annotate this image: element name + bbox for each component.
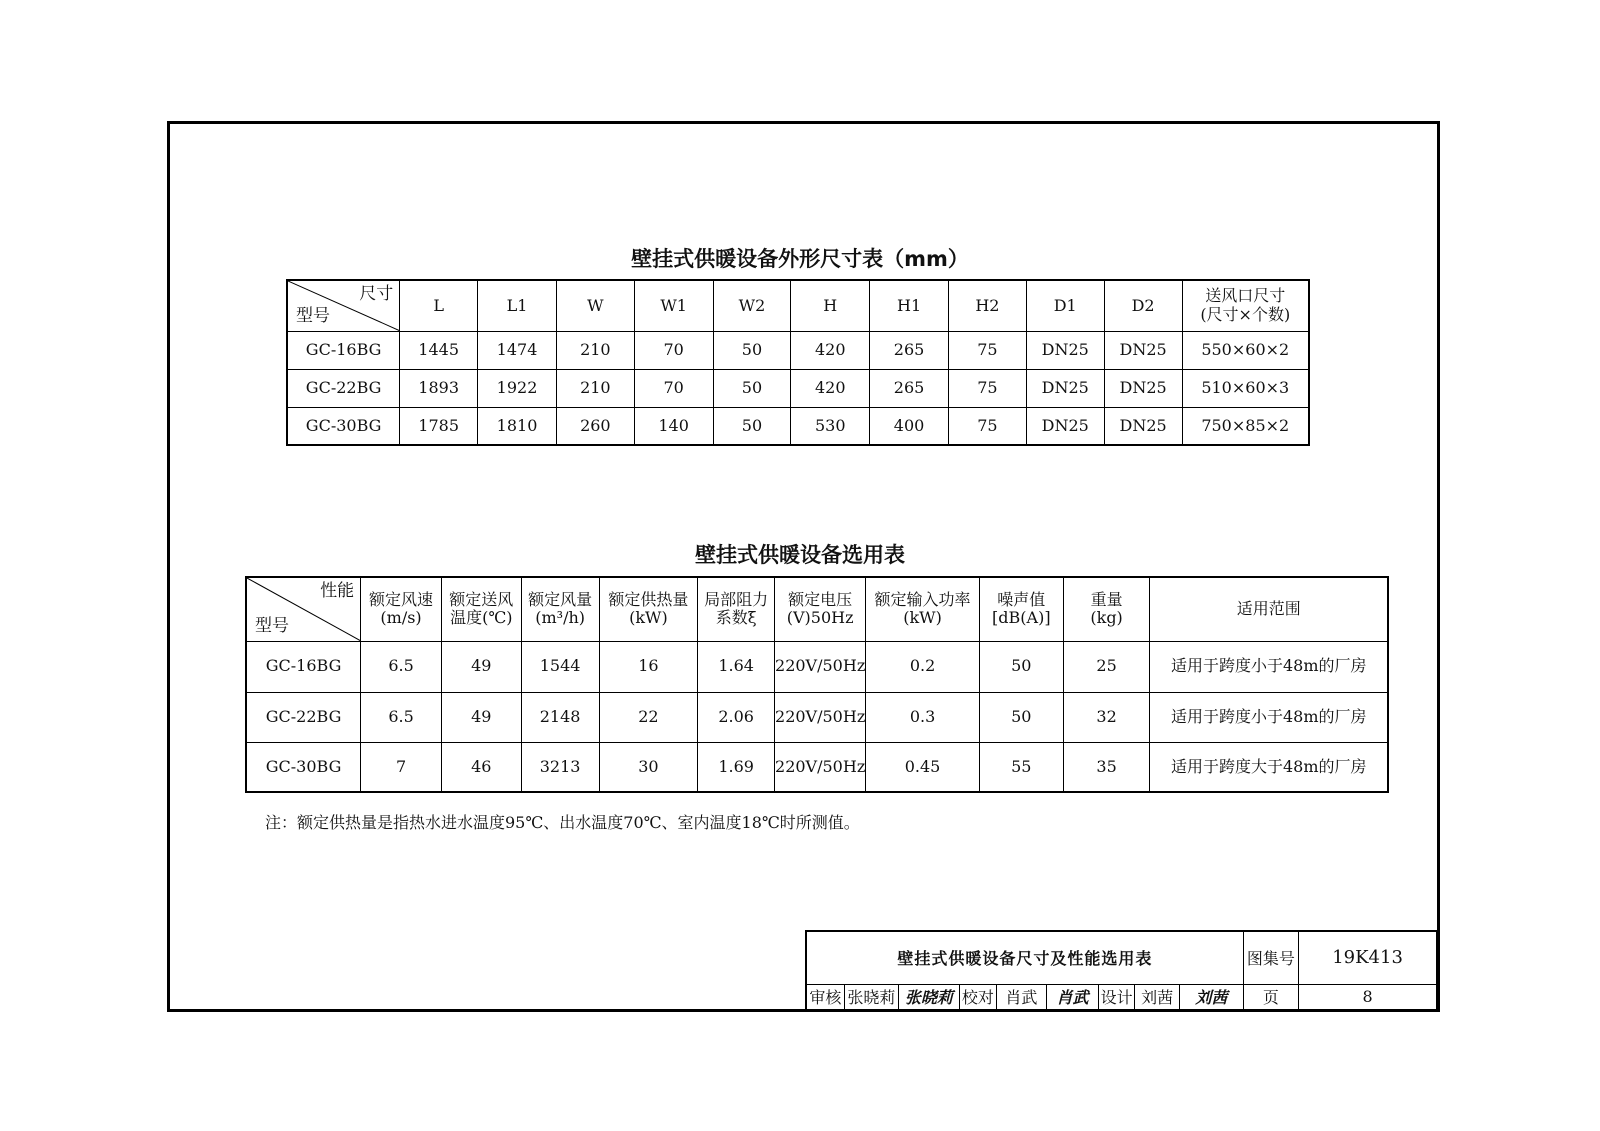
cell: 50 [979, 641, 1063, 692]
table-row [287, 331, 1309, 369]
cell: 1.64 [698, 641, 775, 692]
review-label: 审核 [806, 984, 844, 1010]
header-cell [775, 577, 866, 641]
reviewer-name: 张晓莉 [844, 984, 898, 1010]
header-cell: D1 [1026, 280, 1104, 331]
table-row [246, 692, 1388, 742]
cell: DN25 [1026, 407, 1104, 445]
page-label: 页 [1243, 984, 1298, 1010]
cell: 550×60×2 [1182, 331, 1309, 369]
header-line: 适用范围 [1236, 599, 1301, 619]
selection-table-title: 壁挂式供暖设备选用表 [695, 543, 905, 567]
header-line: (m³/h) [535, 608, 585, 628]
header-cell [866, 577, 980, 641]
cell: 420 [791, 369, 870, 407]
dimension-table [286, 279, 1310, 446]
reviewer-signature: 张晓莉 [899, 984, 960, 1010]
cell: 220V/50Hz [775, 641, 866, 692]
cell: 3213 [521, 742, 599, 792]
cell: 260 [556, 407, 634, 445]
selection-table [245, 576, 1389, 793]
header-line: 噪声值 [997, 589, 1046, 609]
cell: 50 [713, 407, 791, 445]
header-line: (V)50Hz [786, 608, 854, 628]
cell: 1893 [400, 369, 478, 407]
cell: 2148 [521, 692, 599, 742]
header-cell: W1 [634, 280, 713, 331]
header-cell: H [791, 280, 870, 331]
header-line: [dB(A)] [992, 608, 1051, 628]
cell: 49 [441, 692, 521, 742]
footnote: 注：额定供热量是指热水进水温度95℃、出水温度70℃、室内温度18℃时所测值。 [265, 813, 860, 832]
cell: 510×60×3 [1182, 369, 1309, 407]
header-cell: W2 [713, 280, 791, 331]
cell: 140 [634, 407, 713, 445]
header-cell [979, 577, 1063, 641]
cell: 75 [948, 369, 1026, 407]
cell: 6.5 [361, 692, 442, 742]
corner-top-label: 尺寸 [359, 284, 394, 304]
dimension-header-row [287, 280, 1309, 331]
table-row [287, 407, 1309, 445]
cell: 50 [979, 692, 1063, 742]
model-cell: GC-30BG [287, 407, 400, 445]
checker-name: 肖武 [996, 984, 1046, 1010]
cell: 适用于跨度大于48m的厂房 [1150, 742, 1388, 792]
selection-header-row [246, 577, 1388, 641]
title-block-row-top [806, 931, 1437, 984]
cell: 70 [634, 331, 713, 369]
title-block [805, 930, 1438, 1011]
model-cell: GC-16BG [287, 331, 400, 369]
selection-corner-cell [246, 577, 361, 641]
model-cell: GC-22BG [287, 369, 400, 407]
cell: 1.69 [698, 742, 775, 792]
model-cell: GC-30BG [246, 742, 361, 792]
header-cell [1150, 577, 1388, 641]
cell: 25 [1063, 641, 1150, 692]
cell: 32 [1063, 692, 1150, 742]
design-label: 设计 [1099, 984, 1135, 1010]
corner-top-label: 性能 [320, 581, 355, 601]
cell: DN25 [1104, 407, 1182, 445]
cell: DN25 [1104, 369, 1182, 407]
header-line: 额定送风 [449, 589, 514, 609]
header-line: (尺寸×个数) [1200, 304, 1291, 324]
header-cell [361, 577, 442, 641]
cell: DN25 [1026, 369, 1104, 407]
checker-signature: 肖武 [1046, 984, 1098, 1010]
header-line: 局部阻力 [704, 589, 769, 609]
cell: 750×85×2 [1182, 407, 1309, 445]
cell: 50 [713, 331, 791, 369]
header-cell: D2 [1104, 280, 1182, 331]
check-label: 校对 [959, 984, 996, 1010]
cell: 265 [870, 331, 949, 369]
dimension-corner-cell [287, 280, 400, 331]
cell: 1922 [478, 369, 557, 407]
cell: 1474 [478, 331, 557, 369]
drawing-title: 壁挂式供暖设备尺寸及性能选用表 [806, 931, 1243, 984]
header-line: 系数ξ [715, 608, 757, 628]
header-line: (kW) [903, 608, 942, 628]
cell: 0.45 [866, 742, 980, 792]
table-row [246, 742, 1388, 792]
cell: 49 [441, 641, 521, 692]
cell: 1544 [521, 641, 599, 692]
header-cell-outlet [1182, 280, 1309, 331]
header-cell [521, 577, 599, 641]
cell: 55 [979, 742, 1063, 792]
cell: 适用于跨度小于48m的厂房 [1150, 641, 1388, 692]
header-line: 额定电压 [788, 589, 853, 609]
header-line: 温度(℃) [450, 608, 513, 628]
corner-bottom-label: 型号 [296, 305, 330, 326]
header-line: (m/s) [380, 608, 422, 628]
cell: 75 [948, 331, 1026, 369]
cell: 70 [634, 369, 713, 407]
header-line: 额定风量 [528, 589, 593, 609]
cell: 265 [870, 369, 949, 407]
header-line: 额定风速 [369, 589, 434, 609]
title-block-row-bottom [806, 984, 1437, 1010]
atlas-label: 图集号 [1243, 931, 1298, 984]
cell: 6.5 [361, 641, 442, 692]
header-cell [1063, 577, 1150, 641]
header-cell: L [400, 280, 478, 331]
model-cell: GC-16BG [246, 641, 361, 692]
page-number: 8 [1299, 984, 1437, 1010]
cell: DN25 [1026, 331, 1104, 369]
cell: 1810 [478, 407, 557, 445]
cell: 46 [441, 742, 521, 792]
header-cell [599, 577, 698, 641]
corner-bottom-label: 型号 [255, 615, 289, 636]
cell: 530 [791, 407, 870, 445]
cell: 适用于跨度小于48m的厂房 [1150, 692, 1388, 742]
cell: 30 [599, 742, 698, 792]
cell: 220V/50Hz [775, 692, 866, 742]
header-line: 额定供热量 [608, 589, 689, 609]
cell: 75 [948, 407, 1026, 445]
header-cell [441, 577, 521, 641]
cell: 50 [713, 369, 791, 407]
designer-name: 刘茜 [1135, 984, 1180, 1010]
atlas-number: 19K413 [1299, 931, 1437, 984]
cell: 22 [599, 692, 698, 742]
cell: 1445 [400, 331, 478, 369]
table-row [246, 641, 1388, 692]
dimension-table-title: 壁挂式供暖设备外形尺寸表（mm） [631, 247, 969, 271]
cell: 220V/50Hz [775, 742, 866, 792]
header-cell: L1 [478, 280, 557, 331]
cell: 16 [599, 641, 698, 692]
header-line: 重量 [1090, 589, 1123, 609]
cell: 1785 [400, 407, 478, 445]
header-cell [698, 577, 775, 641]
header-cell: W [556, 280, 634, 331]
header-line: (kW) [629, 608, 668, 628]
header-line: 送风口尺寸 [1205, 286, 1286, 306]
cell: 210 [556, 369, 634, 407]
cell: 7 [361, 742, 442, 792]
header-cell: H1 [870, 280, 949, 331]
cell: 400 [870, 407, 949, 445]
cell: 2.06 [698, 692, 775, 742]
table-row [287, 369, 1309, 407]
cell: 0.2 [866, 641, 980, 692]
model-cell: GC-22BG [246, 692, 361, 742]
cell: DN25 [1104, 331, 1182, 369]
cell: 210 [556, 331, 634, 369]
cell: 35 [1063, 742, 1150, 792]
header-line: 额定输入功率 [874, 589, 971, 609]
cell: 0.3 [866, 692, 980, 742]
designer-signature: 刘茜 [1179, 984, 1243, 1010]
header-line: (kg) [1090, 608, 1123, 628]
cell: 420 [791, 331, 870, 369]
header-cell: H2 [948, 280, 1026, 331]
